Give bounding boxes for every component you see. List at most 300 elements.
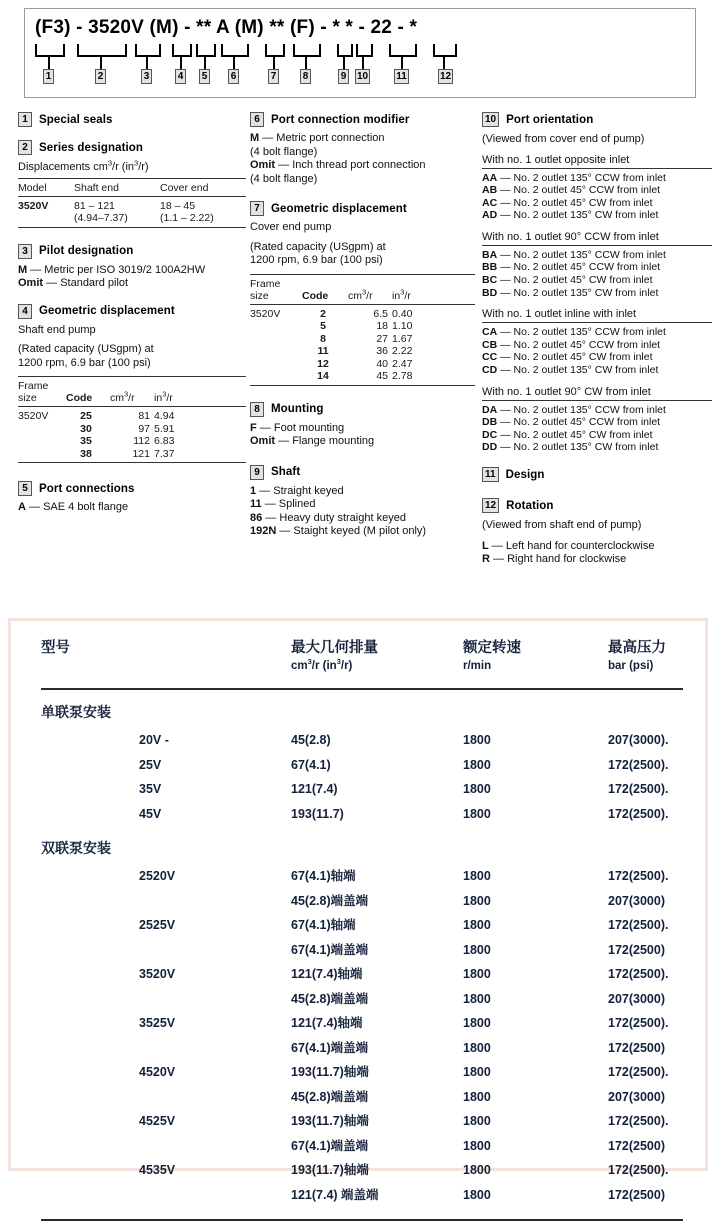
col-header-in3r: $in^3/r$ xyxy=(392,287,411,302)
spec-table-row xyxy=(41,1109,683,1134)
spec-cell-pressure: 172(2500). xyxy=(608,869,669,883)
spec-cell-displacement: 45(2.8) xyxy=(291,733,331,747)
code-bracket-5 xyxy=(196,44,216,57)
port-orientation-groups xyxy=(482,154,712,455)
cell-frame-size: 3520V xyxy=(18,410,49,422)
spec-cell-speed: 1800 xyxy=(463,1016,491,1030)
option-line: F — Foot mounting xyxy=(250,421,345,434)
option-line: 11 — Splined xyxy=(250,498,316,510)
port-orientation-code: AC xyxy=(482,196,498,209)
cell-model: 3520V xyxy=(18,199,49,212)
code-stem-3 xyxy=(146,55,148,69)
code-number-box-6[interactable]: 6 xyxy=(228,69,239,84)
spec-cell-displacement: 67(4.1)端盖端 xyxy=(291,1040,369,1055)
section-title-9: Shaft xyxy=(271,466,301,478)
spec-header-pressure-unit: bar (psi) xyxy=(608,660,654,672)
spec-cell-model xyxy=(41,1036,291,1061)
port-orientation-text: No. 2 outlet 135° CW from inlet xyxy=(513,364,659,377)
section-title-8: Mounting xyxy=(271,403,324,415)
port-orientation-text: No. 2 outlet 45° CW from inlet xyxy=(513,196,653,209)
spec-table-row xyxy=(41,1183,683,1208)
spec-table-row xyxy=(41,889,683,914)
cell-frame-size xyxy=(250,370,302,383)
model-code-diagram xyxy=(24,8,696,98)
divider xyxy=(482,400,712,401)
option-code: 192N xyxy=(250,525,277,537)
spec-cell-pressure: 207(3000) xyxy=(608,991,665,1006)
rotation-viewpoint-note: (Viewed from shaft end of pump) xyxy=(482,519,642,531)
cell-cm3r: 40 xyxy=(376,357,388,370)
table-row xyxy=(250,304,475,320)
port-connections-lines xyxy=(18,501,246,515)
cell-in3r: 4.94 xyxy=(154,410,175,422)
column-right xyxy=(482,112,712,580)
code-bracket-6 xyxy=(221,44,249,57)
spec-cell-speed: 1800 xyxy=(463,942,491,957)
spec-cell-displacement: 121(7.4) 端盖端 xyxy=(291,1187,379,1202)
table-row xyxy=(18,448,246,461)
cell-model xyxy=(18,212,74,225)
table-row xyxy=(250,370,475,383)
table-header-row xyxy=(18,377,246,407)
section-rotation xyxy=(482,498,712,567)
spec-table-row xyxy=(41,962,683,987)
cell-code: 30 xyxy=(80,422,92,435)
spec-cell-model xyxy=(41,1085,291,1110)
spec-cell-pressure: 172(2500). xyxy=(608,757,669,772)
section-port-orientation xyxy=(482,112,712,454)
spec-cell-displacement: 193(11.7)轴端 xyxy=(291,1065,369,1079)
spec-cell-displacement: 67(4.1) xyxy=(291,757,331,772)
spec-cell-speed: 1800 xyxy=(463,1187,491,1202)
option-text: Standard pilot xyxy=(60,277,129,289)
port-orientation-item: BB — No. 2 outlet 45° CCW from inlet xyxy=(482,261,661,274)
cell-cm3r: 45 xyxy=(376,370,388,382)
spec-cell-displacement: 45(2.8)端盖端 xyxy=(291,991,369,1006)
spec-table-row xyxy=(41,1060,683,1085)
option-line: Omit — Inch thread port connection xyxy=(250,159,426,171)
spec-cell-speed: 1800 xyxy=(463,757,491,772)
table-header-row xyxy=(250,274,475,304)
spec-table-row xyxy=(41,1011,683,1036)
port-orientation-code: AA xyxy=(482,171,498,184)
port-orientation-code: CA xyxy=(482,326,498,339)
section-port-connection-modifier xyxy=(250,112,475,186)
port-orientation-item: AD — No. 2 outlet 135° CW from inlet xyxy=(482,209,659,222)
code-number-box-8[interactable]: 8 xyxy=(300,69,311,84)
option-text: Metric per ISO 3019/2 100A2HW xyxy=(44,263,206,276)
spec-table-row xyxy=(41,1158,683,1183)
port-orientation-group xyxy=(482,386,712,454)
port-orientation-text: No. 2 outlet 135° CCW from inlet xyxy=(513,326,666,339)
table-row xyxy=(250,345,475,358)
cell-in3r: 1.67 xyxy=(392,332,413,345)
section-title-10: Port orientation xyxy=(506,113,594,126)
series-designation-table xyxy=(18,178,246,225)
option-text: Right hand for clockwise xyxy=(507,553,627,565)
spec-cell-model: 4525V xyxy=(139,1114,176,1128)
option-line: M — Metric per ISO 3019/2 100A2HW xyxy=(18,263,206,276)
port-orientation-group xyxy=(482,308,712,376)
option-line: A — SAE 4 bolt flange xyxy=(18,501,129,513)
cell-code: 12 xyxy=(317,357,329,370)
shaft-rated-capacity-note-1: (Rated capacity (USgpm) at xyxy=(18,343,154,355)
cell-in3r: 0.40 xyxy=(392,307,413,320)
code-bracket-8 xyxy=(293,44,321,57)
code-number-box-9[interactable]: 9 xyxy=(338,69,349,84)
spec-cell-pressure: 172(2500). xyxy=(608,918,669,932)
spec-cell-speed: 1800 xyxy=(463,1114,491,1128)
code-number-box-10[interactable]: 10 xyxy=(356,71,369,82)
code-bracket-4 xyxy=(172,44,192,57)
cell-frame-size: 3520V xyxy=(250,307,281,320)
spec-table-row xyxy=(41,1085,683,1110)
spec-cell-displacement: 67(4.1)轴端 xyxy=(291,918,356,932)
col-header-shaft-end: Shaft end xyxy=(74,181,119,194)
port-orientation-text: No. 2 outlet 135° CCW from inlet xyxy=(513,248,666,261)
port-orientation-item: CC — No. 2 outlet 45° CW from inlet xyxy=(482,351,653,364)
spec-cell-displacement: 67(4.1)端盖端 xyxy=(291,942,369,957)
model-code-string: (F3) - 3520V (M) - ** A (M) ** (F) - * * - 22 - * xyxy=(35,17,418,38)
cell-frame-size xyxy=(18,448,66,461)
port-orientation-text: No. 2 outlet 135° CCW from inlet xyxy=(513,171,666,184)
code-number-box-7[interactable]: 7 xyxy=(268,69,279,84)
code-stem-11 xyxy=(401,55,403,69)
code-stem-9 xyxy=(343,55,345,69)
option-text: Straight keyed xyxy=(273,484,344,497)
port-orientation-item: AC — No. 2 outlet 45° CW from inlet xyxy=(482,196,653,209)
section-badge-1: 1 xyxy=(18,112,32,127)
spec-cell-speed: 1800 xyxy=(463,806,491,821)
table-row xyxy=(250,333,475,346)
spec-cell-speed: 1800 xyxy=(463,967,491,981)
cell-code: 14 xyxy=(317,370,329,382)
spec-cell-pressure: 207(3000) xyxy=(608,893,665,908)
port-orientation-code: BA xyxy=(482,248,498,261)
spec-header-displacement-unit: $cm^3/r$ $(in^3/r)$ xyxy=(291,657,353,672)
spec-cell-speed: 1800 xyxy=(463,1163,491,1177)
col-header-cover-end: Cover end xyxy=(160,181,209,194)
divider xyxy=(482,245,712,246)
spec-cell-pressure: 172(2500). xyxy=(608,806,669,821)
code-number-box-4[interactable]: 4 xyxy=(175,69,186,84)
section-badge-9: 9 xyxy=(250,465,264,480)
col-header-code: Code xyxy=(66,392,93,404)
port-orientation-group xyxy=(482,154,712,222)
spec-cell-model: 2520V xyxy=(139,869,176,883)
code-bracket-10 xyxy=(356,44,373,57)
spec-cell-displacement: 193(11.7)轴端 xyxy=(291,1114,369,1128)
port-orientation-item: AA — No. 2 outlet 135° CCW from inlet xyxy=(482,171,666,184)
code-stem-8 xyxy=(305,55,307,69)
spec-cell-pressure: 172(2500) xyxy=(608,1040,665,1055)
spec-cell-pressure: 172(2500). xyxy=(608,1065,669,1079)
section-badge-3: 3 xyxy=(18,244,32,259)
spec-cell-speed: 1800 xyxy=(463,893,491,908)
spec-cell-model: 35V xyxy=(139,782,162,796)
port-orientation-caption: With no. 1 outlet 90° CCW from inlet xyxy=(482,230,659,243)
spec-cell-pressure: 207(3000) xyxy=(608,1089,665,1104)
code-number-box-2[interactable]: 2 xyxy=(95,69,106,84)
spec-cell-model xyxy=(41,1183,291,1208)
option-text: Staight keyed (M pilot only) xyxy=(293,525,427,537)
section-port-connections xyxy=(18,481,246,515)
cell-shaft-end: (4.94–7.37) xyxy=(74,212,128,224)
code-stem-4 xyxy=(180,55,182,69)
port-orientation-item: DC — No. 2 outlet 45° CW from inlet xyxy=(482,428,653,441)
option-line: Omit — Standard pilot xyxy=(18,277,129,289)
spec-cell-model xyxy=(41,987,291,1012)
spec-cell-model: 3520V xyxy=(139,967,176,981)
cell-code: 8 xyxy=(320,332,326,345)
option-code: 11 xyxy=(250,498,262,510)
cell-code: 25 xyxy=(80,410,92,422)
spec-table-row xyxy=(41,777,683,802)
port-connection-modifier-lines xyxy=(250,132,475,186)
port-orientation-caption: With no. 1 outlet 90° CW from inlet xyxy=(482,385,651,398)
option-text: SAE 4 bolt flange xyxy=(43,501,129,513)
port-orientation-code: AB xyxy=(482,184,498,197)
section-series-designation xyxy=(18,140,246,228)
code-bracket-12 xyxy=(433,44,457,57)
cell-cm3r: 97 xyxy=(138,422,150,435)
cell-cover-end: (1.1 – 2.22) xyxy=(160,212,214,224)
spec-cell-displacement: 121(7.4)轴端 xyxy=(291,1016,363,1030)
cell-code: 38 xyxy=(80,447,92,460)
spec-cell-model: 4520V xyxy=(139,1065,176,1079)
option-line: 1 — Straight keyed xyxy=(250,484,344,497)
code-number-box-11[interactable]: 11 xyxy=(394,69,409,84)
spec-cell-speed: 1800 xyxy=(463,1065,491,1079)
spec-table-row xyxy=(41,1134,683,1159)
code-stem-6 xyxy=(233,55,235,69)
spec-cell-model xyxy=(41,889,291,914)
option-code: R xyxy=(482,553,490,565)
code-bracket-3 xyxy=(135,44,161,57)
cell-in3r: 7.37 xyxy=(154,447,175,460)
option-text: (4 bolt flange) xyxy=(250,145,318,158)
mounting-lines xyxy=(250,422,475,449)
code-number-box-12[interactable]: 12 xyxy=(439,71,452,82)
cell-cm3r: 18 xyxy=(376,320,388,332)
shaft-displacement-table xyxy=(18,376,246,460)
spec-table-header-divider xyxy=(41,688,683,690)
port-orientation-code: CD xyxy=(482,364,498,377)
code-number-box-5[interactable]: 5 xyxy=(199,69,210,84)
spec-cell-displacement: 45(2.8)端盖端 xyxy=(291,893,369,908)
code-number-box-3[interactable]: 3 xyxy=(141,69,152,84)
port-orientation-text: No. 2 outlet 135° CW from inlet xyxy=(513,286,659,299)
section-special-seals xyxy=(18,112,246,127)
divider xyxy=(482,168,712,169)
col-header-frame-size: Frame size xyxy=(18,380,49,404)
section-badge-5: 5 xyxy=(18,481,32,496)
port-orientation-code: CC xyxy=(482,351,498,364)
table-row xyxy=(18,423,246,436)
code-bracket-7 xyxy=(265,44,285,57)
port-orientation-text: No. 2 outlet 45° CCW from inlet xyxy=(513,184,661,197)
spec-header-speed-unit: r/min xyxy=(463,660,492,672)
section-badge-2: 2 xyxy=(18,140,32,155)
port-orientation-item: CD — No. 2 outlet 135° CW from inlet xyxy=(482,364,659,377)
cell-in3r: 2.78 xyxy=(392,370,413,382)
cell-code: 11 xyxy=(317,345,329,357)
shaft-rated-capacity-note-2: 1200 rpm, 6.9 bar (100 psi) xyxy=(18,356,151,369)
port-orientation-text: No. 2 outlet 135° CW from inlet xyxy=(513,209,659,222)
spec-cell-model: 2525V xyxy=(139,918,176,932)
spec-cell-speed: 1800 xyxy=(463,1089,491,1104)
cell-cm3r: 27 xyxy=(376,332,388,345)
section-pilot-designation xyxy=(18,244,246,291)
cell-in3r: 1.10 xyxy=(392,320,413,332)
port-orientation-item: DD — No. 2 outlet 135° CW from inlet xyxy=(482,441,659,454)
option-code: F xyxy=(250,421,257,434)
port-orientation-code: BD xyxy=(482,286,498,299)
port-orientation-text: No. 2 outlet 45° CCW from inlet xyxy=(513,416,661,429)
section-badge-8: 8 xyxy=(250,402,264,417)
spec-cell-model xyxy=(41,1134,291,1159)
cell-cm3r: 112 xyxy=(133,435,150,447)
table-row xyxy=(18,196,246,212)
section-badge-10: 10 xyxy=(482,112,499,127)
spec-cell-pressure: 172(2500) xyxy=(608,942,665,957)
series-subtitle: Displacements $cm^3/r$ $(in^3/r)$ xyxy=(18,158,149,173)
code-bracket-9 xyxy=(337,44,353,57)
cell-in3r: 5.91 xyxy=(154,422,175,435)
spec-group-label: 单联泵安装 xyxy=(41,704,111,720)
port-orientation-text: No. 2 outlet 45° CW from inlet xyxy=(513,428,653,441)
spec-cell-speed: 1800 xyxy=(463,782,491,796)
port-orientation-code: AD xyxy=(482,209,498,222)
section-title-2: Series designation xyxy=(39,141,144,154)
option-line: L — Left hand for counterclockwise xyxy=(482,539,655,552)
spec-table-row xyxy=(41,802,683,827)
spec-cell-speed: 1800 xyxy=(463,733,491,747)
port-orientation-item: AB — No. 2 outlet 45° CCW from inlet xyxy=(482,184,661,197)
cover-rated-capacity-note-2: 1200 rpm, 6.9 bar (100 psi) xyxy=(250,254,383,266)
option-code: Omit xyxy=(250,435,276,447)
spec-cell-model: 25V xyxy=(139,757,162,772)
option-text: Flange mounting xyxy=(292,435,375,447)
port-orientation-text: No. 2 outlet 45° CCW from inlet xyxy=(513,338,661,351)
cell-code: 2 xyxy=(320,307,326,320)
section-badge-7: 7 xyxy=(250,201,264,216)
option-line: 86 — Heavy duty straight keyed xyxy=(250,511,406,524)
cover-end-pump-note: Cover end pump xyxy=(250,221,332,233)
option-text: (4 bolt flange) xyxy=(250,172,318,185)
cell-in3r: 2.47 xyxy=(392,357,413,370)
port-orientation-text: No. 2 outlet 45° CCW from inlet xyxy=(513,261,661,274)
code-stem-7 xyxy=(273,55,275,69)
option-line: Omit — Flange mounting xyxy=(250,435,375,447)
section-title-12: Rotation xyxy=(506,499,554,512)
cell-cm3r: 6.5 xyxy=(373,307,388,320)
col-header-cm3r: $cm^3/r$ xyxy=(348,287,373,302)
cell-cm3r: 81 xyxy=(138,410,150,422)
section-mounting xyxy=(250,402,475,449)
spec-cell-speed: 1800 xyxy=(463,991,491,1006)
rotation-lines xyxy=(482,540,712,567)
table-row xyxy=(18,435,246,448)
spec-cell-displacement: 45(2.8)端盖端 xyxy=(291,1089,369,1104)
port-orientation-caption: With no. 1 outlet opposite inlet xyxy=(482,153,630,166)
option-code: M xyxy=(250,132,260,144)
spec-header-model: 型号 xyxy=(41,640,70,656)
option-code: Omit xyxy=(250,159,276,171)
code-bracket-2 xyxy=(77,44,127,57)
port-orientation-item: DB — No. 2 outlet 45° CCW from inlet xyxy=(482,416,661,429)
shaft-end-pump-note: Shaft end pump xyxy=(18,323,96,336)
code-stem-5 xyxy=(204,55,206,69)
section-geometric-displacement-shaft xyxy=(18,304,246,464)
cover-rated-capacity-note-1: (Rated capacity (USgpm) at xyxy=(250,240,386,253)
section-badge-11: 11 xyxy=(482,467,499,482)
spec-table-row xyxy=(41,913,683,938)
port-orientation-group xyxy=(482,231,712,299)
spec-cell-displacement: 193(11.7) xyxy=(291,806,344,821)
port-orientation-item: BC — No. 2 outlet 45° CW from inlet xyxy=(482,274,653,287)
spec-header-displacement: 最大几何排量 $cm^3/r$ $(in^3/r)$ xyxy=(291,639,463,674)
option-text: Metric port connection xyxy=(276,132,385,144)
option-code: 86 xyxy=(250,511,263,524)
spec-cell-model: 3525V xyxy=(139,1016,176,1030)
shaft-lines xyxy=(250,485,475,539)
port-orientation-item: CB — No. 2 outlet 45° CCW from inlet xyxy=(482,338,661,351)
option-text: Foot mounting xyxy=(273,421,345,434)
cell-cm3r: 121 xyxy=(132,447,150,460)
cell-cm3r: 36 xyxy=(376,345,388,357)
pilot-designation-lines xyxy=(18,264,246,291)
spec-table-body xyxy=(41,702,683,1207)
section-title-7: Geometric displacement xyxy=(271,202,407,215)
code-stem-2 xyxy=(100,55,102,69)
spec-cell-model: 4535V xyxy=(139,1163,176,1177)
option-line: R — Right hand for clockwise xyxy=(482,553,627,565)
port-orientation-text: No. 2 outlet 45° CW from inlet xyxy=(513,351,653,364)
cell-code: 35 xyxy=(80,435,92,447)
section-badge-4: 4 xyxy=(18,304,32,319)
pump-spec-table xyxy=(8,618,708,1202)
spec-cell-pressure: 172(2500). xyxy=(608,967,669,981)
code-number-box-1[interactable]: 1 xyxy=(43,69,54,84)
spec-table-row xyxy=(41,987,683,1012)
cell-frame-size xyxy=(250,320,302,333)
spec-cell-displacement: 121(7.4) xyxy=(291,782,338,796)
option-line: M — Metric port connection xyxy=(250,132,385,144)
port-orientation-code: BB xyxy=(482,261,498,274)
spec-cell-speed: 1800 xyxy=(463,1040,491,1055)
option-code: Omit xyxy=(18,277,44,289)
spec-cell-pressure: 207(3000). xyxy=(608,733,669,747)
spec-table-row xyxy=(41,864,683,889)
spec-cell-speed: 1800 xyxy=(463,918,491,932)
table-row xyxy=(18,407,246,423)
section-title-1: Special seals xyxy=(39,113,113,126)
col-header-code: Code xyxy=(302,289,329,302)
spec-cell-displacement: 67(4.1)端盖端 xyxy=(291,1138,369,1153)
col-header-cm3r: $cm^3/r$ xyxy=(110,389,135,404)
spec-cell-model: 20V - xyxy=(139,733,169,747)
port-orientation-code: BC xyxy=(482,274,498,287)
section-badge-12: 12 xyxy=(482,498,499,513)
option-text: Heavy duty straight keyed xyxy=(279,511,406,524)
spec-header-speed: 额定转速 r/min xyxy=(463,639,608,674)
col-header-frame-size: Frame size xyxy=(250,277,281,302)
port-orientation-text: No. 2 outlet 135° CW from inlet xyxy=(513,441,659,454)
code-bracket-11 xyxy=(389,44,417,57)
section-title-5: Port connections xyxy=(39,482,135,495)
port-orientation-caption: With no. 1 outlet inline with inlet xyxy=(482,308,637,321)
